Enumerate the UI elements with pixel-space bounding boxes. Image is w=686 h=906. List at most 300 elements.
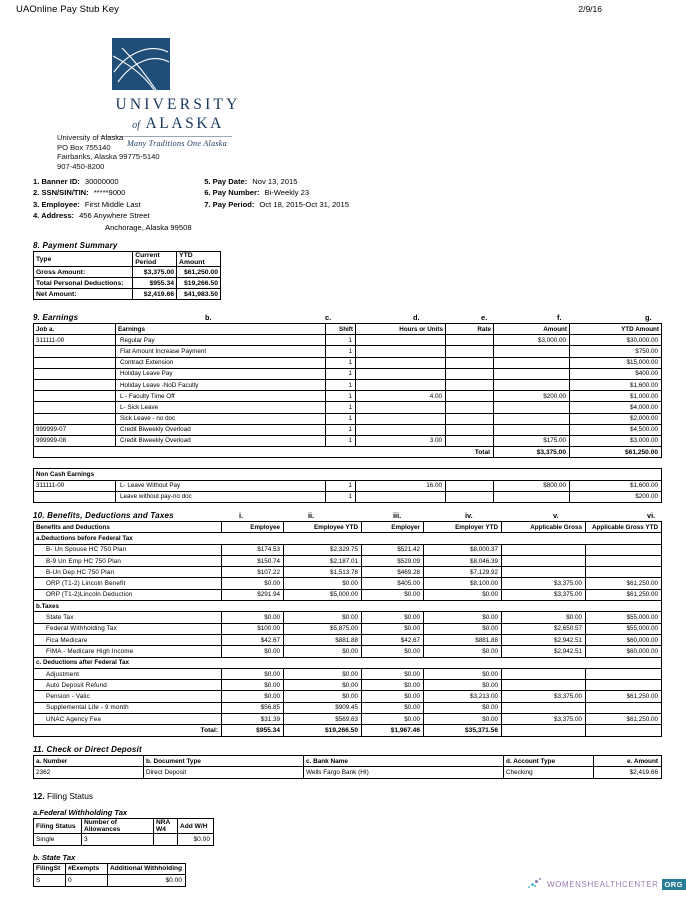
- cell-employer-ytd: $0.00: [424, 589, 502, 600]
- group-header-row: [34, 601, 662, 612]
- cell-job: [34, 402, 116, 413]
- cell-name: Pension - Valic: [34, 691, 222, 702]
- cell-document-type: Direct Deposit: [144, 767, 304, 778]
- letter-b: b.: [205, 313, 212, 322]
- table-row: [34, 714, 662, 725]
- cell-employee: $174.53: [222, 544, 284, 555]
- cell-name: Supplemental Life - 9 month: [34, 702, 222, 713]
- cell-earning: L- Leave Without Pay: [116, 480, 326, 491]
- cell-shift: 1: [326, 368, 356, 379]
- cell-amount: [494, 402, 570, 413]
- cell-earning: Sick Leave - no doc: [116, 413, 326, 424]
- cell-earning: Contract Extension: [116, 357, 326, 368]
- cell-job: [34, 368, 116, 379]
- field-pay-date: [204, 176, 453, 187]
- cell-shift: 1: [326, 435, 356, 446]
- noncash-header-row: [34, 469, 662, 480]
- table-header-row: [34, 522, 662, 533]
- cell-employee-ytd: $0.00: [284, 578, 362, 589]
- logo-university-text: UNIVERSITY: [115, 96, 241, 113]
- col-exempts: #Exempts: [66, 863, 108, 875]
- cell-employee: $107.22: [222, 567, 284, 578]
- cell-employer-ytd: $8,100.00: [424, 578, 502, 589]
- cell-name: Adjustment: [34, 668, 222, 679]
- cell-employer-ytd: $0.00: [424, 612, 502, 623]
- cell-job: 311111-00: [34, 335, 116, 346]
- letter-iii: iii.: [393, 511, 402, 520]
- cell-employer: $0.00: [362, 612, 424, 623]
- cell-gross-ytd: $61,250.00: [586, 691, 662, 702]
- cell-employee-ytd: $5,000.00: [284, 589, 362, 600]
- cell-gross: $0.00: [502, 612, 586, 623]
- col-amount: e. Amount: [594, 756, 662, 767]
- cell-name: UNAC Agency Fee: [34, 714, 222, 725]
- cell-rate: [446, 402, 494, 413]
- earnings-section: [33, 313, 661, 503]
- info-row-1: [33, 176, 453, 187]
- group-header-row: [34, 533, 662, 544]
- cell-employee: $42.67: [222, 634, 284, 645]
- cell-rate: [446, 346, 494, 357]
- group-a-label: a.Deductions before Federal Tax: [34, 533, 662, 544]
- cell-job: 999999-08: [34, 435, 116, 446]
- cell-job: 311111-00: [34, 480, 116, 491]
- col-employer: Employer: [362, 522, 424, 533]
- cell-rate: [446, 335, 494, 346]
- cell-name: State Tax: [34, 612, 222, 623]
- cell-employer: $0.00: [362, 589, 424, 600]
- table-row: [34, 379, 662, 390]
- col-number: a. Number: [34, 756, 144, 767]
- cell-gross-ytd: [586, 567, 662, 578]
- field-pay-number-value: Bi-Weekly 23: [264, 188, 310, 198]
- cell-employer: $529.09: [362, 555, 424, 566]
- cell-shift: 1: [326, 391, 356, 402]
- cell-gross: $2,942.51: [502, 634, 586, 645]
- cell-ytd: $1,600.00: [570, 480, 662, 491]
- cell-employer-ytd: $881.88: [424, 634, 502, 645]
- cell-shift: 1: [326, 491, 356, 502]
- cell-earning: Credit Biweekly Overload: [116, 424, 326, 435]
- cell-add-wh: $0.00: [178, 834, 214, 846]
- table-row: [34, 702, 662, 713]
- cell-amount: $3,000.00: [494, 335, 570, 346]
- watermark-text: WOMENSHEALTHCENTER: [547, 879, 659, 889]
- cell-employer: $0.00: [362, 714, 424, 725]
- cell-filing-st: S: [34, 875, 66, 887]
- cell-hours: 4.00: [356, 391, 446, 402]
- cell-ytd: $2,000.00: [570, 413, 662, 424]
- field-address-label: 4. Address:: [33, 211, 75, 221]
- table-row: [34, 402, 662, 413]
- cell-employee: $0.00: [222, 578, 284, 589]
- cell-employee-ytd: $569.63: [284, 714, 362, 725]
- letter-d: d.: [413, 313, 420, 322]
- cell-employee: $56.85: [222, 702, 284, 713]
- cell-nra: [154, 834, 178, 846]
- cell-gross: $3,375.00: [502, 578, 586, 589]
- info-row-4: [33, 210, 453, 221]
- logo-alaska-word: ALASKA: [145, 115, 224, 132]
- cell-employee: $0.00: [222, 612, 284, 623]
- logo-of-text: of: [132, 120, 140, 131]
- address-line-3: Fairbanks, Alaska 99775-5140: [57, 152, 160, 162]
- cell-amount: [494, 368, 570, 379]
- cell-name: Federal Withholding Tax: [34, 623, 222, 634]
- field-pay-period-label: 7. Pay Period:: [204, 199, 255, 209]
- table-row: [34, 767, 662, 778]
- col-account-type: d. Account Type: [504, 756, 594, 767]
- cell-hours: [356, 402, 446, 413]
- table-row: [34, 491, 662, 502]
- cell-employer-ytd: $0.00: [424, 714, 502, 725]
- cell-amount: $175.00: [494, 435, 570, 446]
- cell-earning: L - Faculty Time Off: [116, 391, 326, 402]
- filing-status-section: [33, 791, 214, 887]
- cell-allowances: 3: [82, 834, 154, 846]
- cell-gross: [502, 555, 586, 566]
- cell-shift: 1: [326, 424, 356, 435]
- ua-emblem-icon: [112, 38, 170, 90]
- table-row: [34, 413, 662, 424]
- col-ytd-amount: YTD Amount: [177, 252, 221, 267]
- col-type: Type: [34, 252, 133, 267]
- cell-current: $3,375.00: [133, 267, 177, 278]
- employee-info-fields: [33, 176, 453, 233]
- col-amount: Amount: [494, 324, 570, 335]
- col-additional-withholding: Additional Withholding: [108, 863, 186, 875]
- table-row: [34, 544, 662, 555]
- cell-employee: $0.00: [222, 691, 284, 702]
- filing-status-title: [33, 791, 214, 801]
- table-row: [34, 480, 662, 491]
- cell-employer-ytd: $7,129.92: [424, 567, 502, 578]
- cell-employee-ytd: $5,875.00: [284, 623, 362, 634]
- address-line-4: 907-450-8200: [57, 161, 105, 171]
- cell-hours: [356, 357, 446, 368]
- group-header-row: [34, 657, 662, 668]
- benefits-total-employer: $1,967.46: [362, 725, 424, 736]
- cell-employee: $31.39: [222, 714, 284, 725]
- field-ssn-label: 2. SSN/SIN/TIN:: [33, 188, 89, 198]
- cell-gross: [502, 567, 586, 578]
- institution-address: [57, 133, 160, 171]
- logo-alaska-text: [72, 115, 284, 133]
- col-bank-name: c. Bank Name: [304, 756, 504, 767]
- cell-ytd: $15,000.00: [570, 357, 662, 368]
- cell-ytd: $41,983.50: [177, 289, 221, 300]
- table-row: [34, 646, 662, 657]
- cell-job: [34, 379, 116, 390]
- table-row: [34, 834, 214, 846]
- cell-gross-ytd: [586, 555, 662, 566]
- filing-status-number: 12.: [33, 791, 45, 801]
- table-row: [34, 424, 662, 435]
- cell-employer-ytd: $0.00: [424, 702, 502, 713]
- cell-hours: [356, 335, 446, 346]
- cell-employee: $0.00: [222, 668, 284, 679]
- group-c-label: c. Deductions after Federal Tax: [34, 657, 662, 668]
- deposit-section: [33, 745, 661, 779]
- field-pay-date-label: 5. Pay Date:: [204, 177, 248, 186]
- col-number-allowances: Number of Allowances: [82, 819, 154, 834]
- benefits-section: [33, 511, 661, 737]
- cell-hours: [356, 491, 446, 502]
- col-employer-ytd: Employer YTD: [424, 522, 502, 533]
- benefits-total-gross: [502, 725, 586, 736]
- cell-earning: Credit Biweekly Overload: [116, 435, 326, 446]
- table-row: [34, 335, 662, 346]
- cell-amount: [494, 357, 570, 368]
- table-row: [34, 289, 221, 300]
- col-earnings: Earnings: [116, 324, 326, 335]
- cell-employer-ytd: $3,213.00: [424, 691, 502, 702]
- table-row: [34, 589, 662, 600]
- letter-e: e.: [481, 313, 488, 322]
- logo-tagline: Many Traditions One Alaska: [127, 139, 227, 148]
- cell-ytd: $61,250.00: [177, 267, 221, 278]
- cell-employee-ytd: $0.00: [284, 612, 362, 623]
- university-logo: [64, 38, 284, 148]
- cell-type: Net Amount:: [34, 289, 133, 300]
- col-applicable-gross: Applicable Gross: [502, 522, 586, 533]
- col-job: Job a.: [34, 324, 116, 335]
- cell-earning: Holiday Leave -NoD Faculty: [116, 379, 326, 390]
- cell-name: B-9 Un Emp HC 750 Plan: [34, 555, 222, 566]
- cell-earning: Leave without pay-no doc: [116, 491, 326, 502]
- table-header-row: [34, 819, 214, 834]
- field-ssn: [33, 187, 204, 198]
- earnings-total-row: [34, 447, 662, 458]
- table-row: [34, 346, 662, 357]
- cell-hours: 16.00: [356, 480, 446, 491]
- document-header: [0, 4, 686, 15]
- cell-gross: [502, 702, 586, 713]
- table-row: [34, 391, 662, 402]
- col-ytd-amount: YTD Amount: [570, 324, 662, 335]
- cell-type: Gross Amount:: [34, 267, 133, 278]
- cell-employee-ytd: $881.88: [284, 634, 362, 645]
- cell-gross-ytd: [586, 680, 662, 691]
- cell-ytd: $4,500.00: [570, 424, 662, 435]
- filing-status-text: Filing Status: [46, 791, 94, 801]
- earnings-total-amount: $3,375.00: [494, 447, 570, 458]
- table-row: [34, 668, 662, 679]
- col-document-type: b. Document Type: [144, 756, 304, 767]
- cell-current: $955.34: [133, 278, 177, 289]
- cell-job: [34, 346, 116, 357]
- address-line-2: PO Box 755140: [57, 142, 111, 152]
- letter-ii: ii.: [308, 511, 315, 520]
- cell-job: 999999-07: [34, 424, 116, 435]
- field-pay-date-value: Nov 13, 2015: [252, 177, 298, 186]
- cell-amount: [494, 379, 570, 390]
- field-banner-id-label: 1. Banner ID:: [33, 177, 80, 186]
- cell-employee-ytd: $0.00: [284, 680, 362, 691]
- cell-employer: $0.00: [362, 702, 424, 713]
- cell-shift: 1: [326, 346, 356, 357]
- watermark: [528, 878, 686, 890]
- cell-amount: $200.00: [494, 391, 570, 402]
- field-banner-id-value: 30000000: [84, 177, 119, 186]
- cell-hours: 3.00: [356, 435, 446, 446]
- cell-employer-ytd: $0.00: [424, 623, 502, 634]
- cell-job: [34, 413, 116, 424]
- cell-hours: [356, 424, 446, 435]
- cell-rate: [446, 491, 494, 502]
- cell-employer-ytd: $8,000.37: [424, 544, 502, 555]
- cell-earning: L- Sick Leave: [116, 402, 326, 413]
- cell-ytd: $1,000.00: [570, 391, 662, 402]
- benefits-total-row: [34, 725, 662, 736]
- benefits-column-letters: [33, 511, 661, 521]
- col-current-period: Current Period: [133, 252, 177, 267]
- cell-gross-ytd: [586, 544, 662, 555]
- cell-gross-ytd: $60,000.00: [586, 634, 662, 645]
- earnings-total-ytd: $61,250.00: [570, 447, 662, 458]
- cell-shift: 1: [326, 335, 356, 346]
- cell-rate: [446, 413, 494, 424]
- cell-employer: $0.00: [362, 680, 424, 691]
- cell-amount: [494, 346, 570, 357]
- cell-employee: $150.74: [222, 555, 284, 566]
- earnings-column-letters: [33, 313, 661, 323]
- table-row: [34, 680, 662, 691]
- cell-filing-status: Single: [34, 834, 82, 846]
- table-row: [34, 567, 662, 578]
- cell-amount: [494, 491, 570, 502]
- cell-rate: [446, 379, 494, 390]
- earnings-title: 9. Earnings: [33, 313, 79, 322]
- col-employee-ytd: Employee YTD: [284, 522, 362, 533]
- cell-employee-ytd: $909.45: [284, 702, 362, 713]
- federal-withholding-label: a.Federal Withholding Tax: [33, 808, 128, 817]
- cell-ytd: $750.00: [570, 346, 662, 357]
- cell-employee-ytd: $2,187.01: [284, 555, 362, 566]
- benefits-table: [33, 521, 662, 737]
- cell-employee: $0.00: [222, 646, 284, 657]
- info-row-2: [33, 187, 453, 198]
- field-pay-period-value: Oct 18, 2015-Oct 31, 2015: [259, 199, 349, 209]
- cell-employee: $0.00: [222, 680, 284, 691]
- cell-employee-ytd: $0.00: [284, 646, 362, 657]
- cell-name: B- Un Spouse HC 750 Plan: [34, 544, 222, 555]
- cell-employer: $0.00: [362, 623, 424, 634]
- payment-summary-table: [33, 251, 221, 300]
- cell-rate: [446, 357, 494, 368]
- letter-iv: iv.: [465, 511, 473, 520]
- cell-gross: [502, 668, 586, 679]
- cell-amount: $2,419.66: [594, 767, 662, 778]
- cell-employee-ytd: $0.00: [284, 691, 362, 702]
- info-row-3: [33, 199, 453, 210]
- cell-ytd: $1,600.00: [570, 379, 662, 390]
- field-employee-label: 3. Employee:: [33, 199, 80, 209]
- dots-icon: [528, 878, 544, 890]
- cell-account-type: Checking: [504, 767, 594, 778]
- cell-employer-ytd: $0.00: [424, 680, 502, 691]
- cell-hours: [356, 368, 446, 379]
- cell-name: Fica Medicare: [34, 634, 222, 645]
- cell-employee-ytd: $2,329.75: [284, 544, 362, 555]
- field-pay-period: [204, 199, 453, 210]
- deposit-table: [33, 755, 662, 779]
- cell-number: 2362: [34, 767, 144, 778]
- cell-employee: $100.00: [222, 623, 284, 634]
- cell-type: Total Personal Deductions:: [34, 278, 133, 289]
- cell-name: B-Un Dep HC 750 Plan: [34, 567, 222, 578]
- table-row: [34, 612, 662, 623]
- cell-gross: [502, 544, 586, 555]
- cell-job: [34, 491, 116, 502]
- col-rate: Rate: [446, 324, 494, 335]
- cell-employer: $469.28: [362, 567, 424, 578]
- table-row: [34, 278, 221, 289]
- col-hours: Hours or Units: [356, 324, 446, 335]
- col-applicable-gross-ytd: Applicable Gross YTD: [586, 522, 662, 533]
- table-row: [34, 634, 662, 645]
- col-benefits-deductions: Benefits and Deductions: [34, 522, 222, 533]
- table-header-row: [34, 863, 186, 875]
- cell-job: [34, 357, 116, 368]
- cell-exempts: 0: [66, 875, 108, 887]
- letter-c: c.: [325, 313, 332, 322]
- table-row: [34, 691, 662, 702]
- cell-earning: Flat Amount Increase Payment: [116, 346, 326, 357]
- cell-name: ORP (T1-2) Lincoln Benefit: [34, 578, 222, 589]
- cell-shift: 1: [326, 402, 356, 413]
- cell-gross-ytd: [586, 668, 662, 679]
- cell-amount: $800.00: [494, 480, 570, 491]
- benefits-title: 10. Benefits, Deductions and Taxes: [33, 511, 174, 520]
- cell-employer: $0.00: [362, 691, 424, 702]
- letter-i: i.: [239, 511, 244, 520]
- col-filing-status: Filing Status: [34, 819, 82, 834]
- field-banner-id: [33, 176, 204, 187]
- benefits-total-employer-ytd: $35,371.56: [424, 725, 502, 736]
- table-row: [34, 875, 186, 887]
- col-employee: Employee: [222, 522, 284, 533]
- col-add-wh: Add W/H: [178, 819, 214, 834]
- field-employee-value: First Middle Last: [84, 199, 141, 209]
- cell-employer-ytd: $8,046.39: [424, 555, 502, 566]
- noncash-label: Non Cash Earnings: [34, 469, 662, 480]
- table-row: [34, 435, 662, 446]
- cell-employer-ytd: $0.00: [424, 668, 502, 679]
- field-pay-number: [204, 187, 453, 198]
- cell-job: [34, 391, 116, 402]
- letter-vi: vi.: [647, 511, 656, 520]
- table-row: [34, 578, 662, 589]
- cell-gross: $3,375.00: [502, 691, 586, 702]
- payment-summary-section: [33, 241, 221, 300]
- cell-gross: $3,375.00: [502, 714, 586, 725]
- field-employee: [33, 199, 204, 210]
- cell-employer: $42.67: [362, 634, 424, 645]
- cell-gross: $3,375.00: [502, 589, 586, 600]
- cell-hours: [356, 346, 446, 357]
- watermark-org-badge: ORG: [662, 879, 686, 890]
- col-filing-st: FilingSt: [34, 863, 66, 875]
- cell-ytd: $3,000.00: [570, 435, 662, 446]
- cell-ytd: $200.00: [570, 491, 662, 502]
- cell-name: ORP (T1-2)Lincoln Deduction: [34, 589, 222, 600]
- cell-earning: Holiday Leave Pay: [116, 368, 326, 379]
- cell-amount: [494, 424, 570, 435]
- benefits-total-label: Total:: [34, 725, 222, 736]
- cell-hours: [356, 413, 446, 424]
- benefits-total-employee-ytd: $19,266.50: [284, 725, 362, 736]
